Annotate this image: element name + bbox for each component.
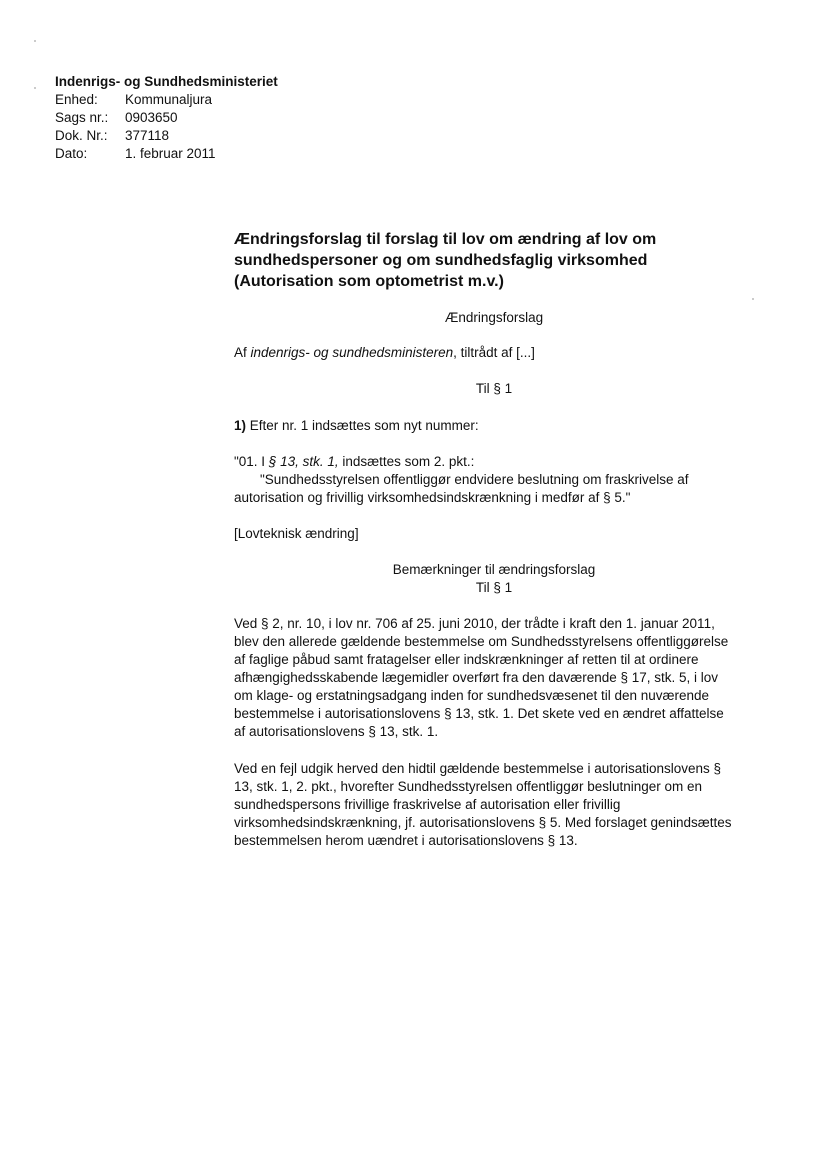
title-line: Ændringsforslag til forslag til lov om ændring af lov om [234, 231, 657, 248]
insertion-intro [234, 453, 754, 471]
scan-speck [34, 87, 36, 89]
document-title [234, 229, 754, 292]
title-line: sundhedspersoner og om sundhedsfaglig virksomhed [234, 252, 648, 269]
insertion-suffix: indsættes som 2. pkt.: [338, 454, 475, 469]
proposer-line [234, 344, 754, 362]
scan-speck [752, 298, 754, 300]
paragraph-line: bestemmelse i autorisationslovens § 13, stk. 1. Det skete ved en ændret affattelse [234, 706, 724, 721]
header-field [55, 145, 278, 163]
paragraph [234, 615, 754, 741]
scan-speck [34, 40, 36, 42]
field-label: Dato: [55, 146, 88, 161]
insertion-prefix: "01. I [234, 454, 269, 469]
paragraph-line: afhængighedsskabende lægemidler overført fra den daværende § 17, stk. 5, i lov [234, 670, 719, 685]
paragraph-line: 13, stk. 1, 2. pkt., hvorefter Sundhedsstyrelsen offentliggør beslutninger om en [234, 779, 703, 794]
paragraph-line: sundhedspersons frivillige fraskrivelse af autorisation eller frivillig [234, 797, 621, 812]
insertion-quote-line: "Sundhedsstyrelsen offentliggør endvidere beslutning om fraskrivelse af [260, 472, 689, 487]
paragraph-line: blev den allerede gældende bestemmelse om Sundhedsstyrelsens offentliggørelse [234, 634, 729, 649]
amendment-item [234, 417, 754, 435]
title-line: (Autorisation som optometrist m.v.) [234, 273, 504, 290]
field-label: Dok. Nr.: [55, 128, 108, 143]
amendment-note: [Lovteknisk ændring] [234, 526, 359, 541]
paragraph [234, 760, 754, 850]
proposer-minister: indenrigs- og sundhedsministeren [250, 345, 454, 360]
remarks-heading: Bemærkninger til ændringsforslag [392, 562, 596, 577]
paragraph-line: virksomhedsindskrænkning, jf. autorisationslovens § 5. Med forslaget genindsættes [234, 815, 732, 830]
field-value: 377118 [125, 128, 170, 143]
section-heading: Ændringsforslag [444, 310, 544, 325]
field-value: 1. februar 2011 [125, 146, 216, 161]
header-field [55, 91, 278, 109]
paragraph-line: Ved en fejl udgik herved den hidtil gældende bestemmelse i autorisationslovens § [234, 761, 722, 776]
ministry-name: Indenrigs- og Sundhedsministeriet [55, 74, 278, 89]
header-field [55, 127, 278, 145]
insertion-ref: § 13, stk. 1, [268, 454, 339, 469]
field-value: 0903650 [125, 110, 178, 125]
paragraph-line: om klage- og erstatningsadgang inden for sundhedsvæsenet til den nuværende [234, 688, 710, 703]
item-text: Efter nr. 1 indsættes som nyt nummer: [246, 418, 479, 433]
item-number: 1) [234, 418, 247, 433]
field-label: Sags nr.: [55, 110, 109, 125]
article-heading: Til § 1 [475, 381, 513, 396]
remarks-subheading: Til § 1 [475, 580, 513, 595]
document-header [55, 73, 278, 163]
insertion-quote-line: autorisation og frivillig virksomhedsindskrænkning i medfør af § 5." [234, 490, 631, 505]
paragraph-line: bestemmelsen herom uændret i autorisationslovens § 13. [234, 833, 578, 848]
proposer-suffix: , tiltrådt af [...] [453, 345, 535, 360]
paragraph-line: af faglige påbud samt fratagelser eller indskrænkninger af retten til at ordinere [234, 652, 699, 667]
insertion-block [234, 453, 754, 507]
paragraph-line: Ved § 2, nr. 10, i lov nr. 706 af 25. juni 2010, der trådte i kraft den 1. januar 2011, [234, 616, 715, 631]
field-value: Kommunaljura [125, 92, 213, 107]
proposer-prefix: Af [234, 345, 251, 360]
paragraph-line: af autorisationslovens § 13, stk. 1. [234, 724, 439, 739]
field-label: Enhed: [55, 92, 98, 107]
header-field [55, 109, 278, 127]
